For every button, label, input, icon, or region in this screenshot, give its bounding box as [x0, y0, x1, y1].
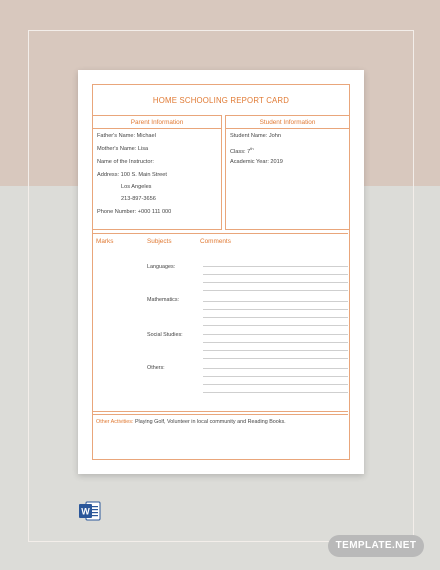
parent-information-box — [93, 115, 222, 230]
instructor-name: Name of the Instructor: — [97, 159, 154, 165]
fathers-name: Father's Name: Michael — [97, 133, 156, 139]
comment-line — [203, 368, 348, 369]
comment-line — [203, 309, 348, 310]
student-information-heading: Student Information — [259, 119, 316, 126]
report-card-title: HOME SCHOOLING REPORT CARD — [152, 96, 290, 105]
student-class-value: Class: 7 — [230, 148, 251, 155]
template-net-badge[interactable]: TEMPLATE.NET — [328, 535, 424, 557]
marks-header: Marks — [96, 238, 114, 245]
comment-line — [203, 384, 348, 385]
word-icon-letter: W — [81, 506, 90, 517]
comment-line — [203, 317, 348, 318]
mothers-name: Mother's Name: Lisa — [97, 146, 149, 152]
report-card-border — [92, 84, 350, 460]
other-activities-label: Other Activities: — [96, 419, 134, 425]
comments-header: Comments — [200, 238, 231, 245]
report-card-page — [78, 70, 364, 474]
address-phone: 213-897-3656 — [121, 196, 156, 202]
comment-line — [203, 290, 348, 291]
comment-line — [203, 282, 348, 283]
heading-divider — [226, 128, 349, 129]
comment-line — [203, 392, 348, 393]
subject-social-studies: Social Studies: — [147, 332, 183, 338]
grades-box — [93, 233, 348, 412]
student-name: Student Name: John — [230, 133, 281, 139]
other-activities-text: Playing Golf, Volunteer in local community and Reading Books. — [133, 419, 286, 425]
parent-information-heading: Parent Information — [130, 119, 184, 126]
comment-line — [203, 266, 348, 267]
comment-line — [203, 274, 348, 275]
student-information-box — [225, 115, 349, 230]
comment-line — [203, 358, 348, 359]
comment-line — [203, 350, 348, 351]
comment-line — [203, 301, 348, 302]
address-city: Los Angeles — [121, 184, 152, 190]
student-class — [230, 146, 254, 155]
other-activities-box — [93, 414, 348, 431]
academic-year: Academic Year: 2019 — [230, 159, 283, 165]
subject-mathematics: Mathematics: — [147, 297, 180, 303]
address-street: Address: 100 S. Main Street — [97, 172, 167, 178]
subject-languages: Languages: — [147, 264, 176, 270]
word-icon — [78, 499, 102, 523]
subject-others: Others: — [147, 365, 165, 371]
comment-line — [203, 376, 348, 377]
subjects-header: Subjects — [147, 238, 172, 245]
comment-line — [203, 342, 348, 343]
comment-line — [203, 325, 348, 326]
phone-number: Phone Number: +000 111 000 — [97, 209, 172, 215]
heading-divider — [93, 128, 221, 129]
comment-line — [203, 334, 348, 335]
student-class-suffix: th — [250, 146, 254, 151]
other-activities-line — [96, 419, 286, 425]
